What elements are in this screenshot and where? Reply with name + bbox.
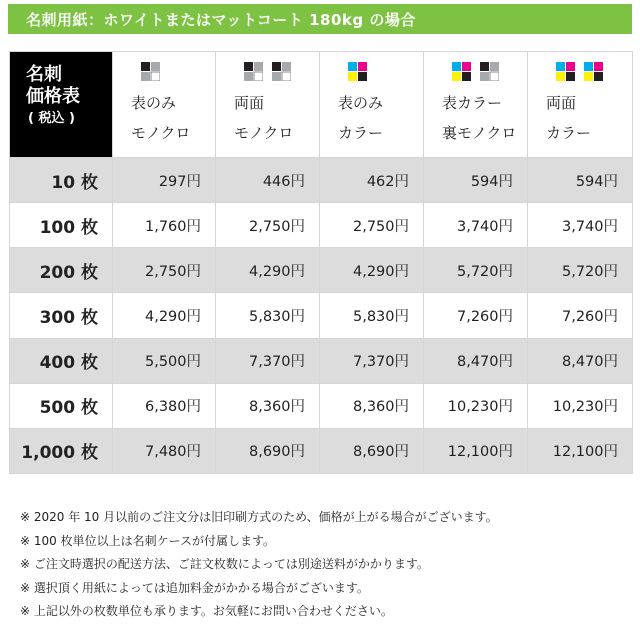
mono-chip-icon [480,62,500,82]
corner-line1: 名刺 [26,64,62,85]
price-cell: 4,290円 [216,248,320,293]
row-quantity-label: 1,000 枚 [10,428,113,473]
column-header-line1: 両面 [546,94,577,112]
note-item: ※ 上記以外の枚数単位も承ります。お気軽にお問い合わせください。 [20,604,393,618]
column-header-line2: モノクロ [131,124,191,142]
table-row [10,248,633,293]
column-header-line2: 裏モノクロ [442,124,517,142]
row-quantity-label: 100 枚 [10,203,113,248]
price-cell: 6,380円 [113,383,216,428]
price-cell: 5,830円 [320,293,424,338]
price-cell: 3,740円 [528,203,633,248]
price-table [9,51,633,474]
price-cell: 7,260円 [424,293,528,338]
price-cell: 5,720円 [424,248,528,293]
price-cell: 8,690円 [216,428,320,473]
price-cell: 7,370円 [216,338,320,383]
column-header-line2: カラー [546,124,592,142]
price-cell: 5,830円 [216,293,320,338]
price-cell: 297円 [113,158,216,203]
table-header-row [10,52,633,158]
row-quantity-label: 200 枚 [10,248,113,293]
price-cell: 1,760円 [113,203,216,248]
ink-chips [234,62,319,88]
price-cell: 462円 [320,158,424,203]
cmyk-chip-icon [348,62,368,82]
table-row [10,383,633,428]
price-cell: 4,290円 [320,248,424,293]
price-cell: 7,260円 [528,293,633,338]
price-cell: 8,690円 [320,428,424,473]
column-header [113,52,216,158]
ink-chips [131,62,215,88]
price-cell: 5,500円 [113,338,216,383]
price-cell: 8,470円 [424,338,528,383]
price-cell: 12,100円 [528,428,633,473]
table-corner-label [10,52,113,158]
corner-line2: 価格表 [26,86,80,107]
column-header-line1: 表カラー [442,94,503,112]
mono-chip-icon [272,62,292,82]
column-header-line2: カラー [338,124,384,142]
column-header-line1: 表のみ [131,94,177,112]
cmyk-chip-icon [556,62,576,82]
row-quantity-label: 300 枚 [10,293,113,338]
ink-chips [338,62,423,88]
column-header [216,52,320,158]
column-header [528,52,633,158]
price-cell: 5,720円 [528,248,633,293]
column-header-line2: モノクロ [234,124,294,142]
price-cell: 2,750円 [113,248,216,293]
price-cell: 7,370円 [320,338,424,383]
price-cell: 8,360円 [216,383,320,428]
row-quantity-label: 500 枚 [10,383,113,428]
price-cell: 10,230円 [424,383,528,428]
price-cell: 594円 [528,158,633,203]
price-cell: 12,100円 [424,428,528,473]
cmyk-chip-icon [452,62,472,82]
column-header [424,52,528,158]
ink-chips [442,62,527,88]
price-cell: 8,470円 [528,338,633,383]
price-cell: 446円 [216,158,320,203]
column-header-line1: 両面 [234,94,265,112]
corner-tax-note: ( 税込 ) [28,111,75,126]
note-item: ※ 100 枚単位以上は名刺ケースが付属します。 [20,533,276,548]
price-cell: 7,480円 [113,428,216,473]
table-row [10,338,633,383]
notes-list [20,506,630,624]
cmyk-chip-icon [584,62,604,82]
ink-chips [546,62,632,88]
table-row [10,293,633,338]
mono-chip-icon [141,62,161,82]
note-item: ※ 選択頂く用紙によっては追加料金がかかる場合がございます。 [20,580,369,595]
note-item: ※ ご注文時選択の配送方法、ご註文枚数によっては別途送料がかかります。 [20,557,429,571]
mono-chip-icon [244,62,264,82]
row-quantity-label: 400 枚 [10,338,113,383]
price-cell: 2,750円 [216,203,320,248]
price-cell: 8,360円 [320,383,424,428]
note-item: ※ 2020 年 10 月以前のご注文分は旧印刷方式のため、価格が上がる場合がございます。 [20,510,498,524]
table-row [10,158,633,203]
table-row [10,428,633,473]
page-title: 名刺用紙：ホワイトまたはマットコート 180kg の場合 [8,4,632,34]
column-header [320,52,424,158]
price-cell: 3,740円 [424,203,528,248]
column-header-line1: 表のみ [338,94,384,112]
table-row [10,203,633,248]
price-cell: 10,230円 [528,383,633,428]
price-cell: 594円 [424,158,528,203]
row-quantity-label: 10 枚 [10,158,113,203]
price-cell: 2,750円 [320,203,424,248]
price-cell: 4,290円 [113,293,216,338]
